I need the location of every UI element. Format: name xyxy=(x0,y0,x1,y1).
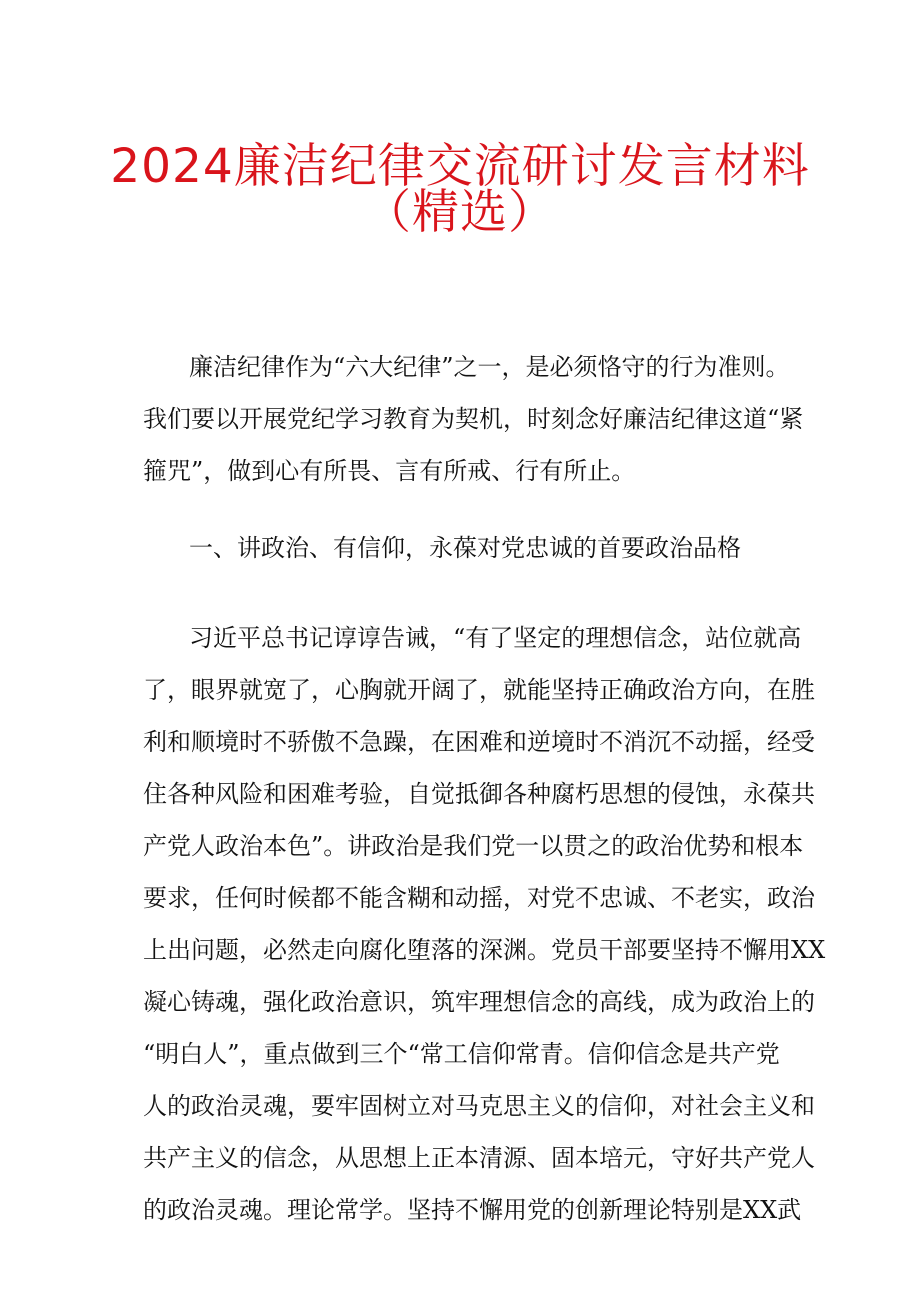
document-title: 2024廉洁纪律交流研讨发言材料 xyxy=(110,139,810,194)
body-line: “明白人”，重点做到三个“常工信仰常青。信仰信念是共产党 xyxy=(143,1040,780,1068)
section-heading-text: 一、讲政治、有信仰，永葆对党忠诚的首要政治品格 xyxy=(189,534,741,562)
body-line: 住各种风险和困难考验，自觉抵御各种腐朽思想的侵蚀，永葆共 xyxy=(143,780,815,808)
document-subtitle: （精选） xyxy=(364,185,556,240)
body-line: 凝心铸魂，强化政治意识，筑牢理想信念的高线，成为政治上的 xyxy=(143,988,815,1016)
body-line: 共产主义的信念，从思想上正本清源、固本培元，守好共产党人 xyxy=(143,1144,815,1172)
body-line: 习近平总书记谆谆告诫，“有了坚定的理想信念，站位就高 xyxy=(189,624,802,652)
body-paragraph xyxy=(143,612,826,1236)
intro-line: 我们要以开展党纪学习教育为契机，时刻念好廉洁纪律这道“紧 xyxy=(143,405,804,433)
intro-line: 廉洁纪律作为“六大纪律”之一，是必须恪守的行为准则。 xyxy=(189,353,790,381)
intro-line: 箍咒”，做到心有所畏、言有所戒、行有所止。 xyxy=(143,457,636,485)
body-line: 了，眼界就宽了，心胸就开阔了，就能坚持正确政治方向，在胜 xyxy=(143,676,815,704)
section-heading xyxy=(143,522,793,574)
body-line: 利和顺境时不骄傲不急躁，在困难和逆境时不消沉不动摇，经受 xyxy=(143,728,815,756)
body-line: 产党人政治本色”。讲政治是我们党一以贯之的政治优势和根本 xyxy=(143,832,804,860)
body-line: 要求，任何时候都不能含糊和动摇，对党不忠诚、不老实，政治 xyxy=(143,884,815,912)
body-line: 上出问题，必然走向腐化堕落的深渊。党员干部要坚持不懈用XX xyxy=(143,936,826,964)
body-line: 的政治灵魂。理论常学。坚持不懈用党的创新理论特别是XX武 xyxy=(143,1196,802,1224)
intro-paragraph xyxy=(143,341,804,497)
body-line: 人的政治灵魂，要牢固树立对马克思主义的信仰，对社会主义和 xyxy=(143,1092,815,1120)
